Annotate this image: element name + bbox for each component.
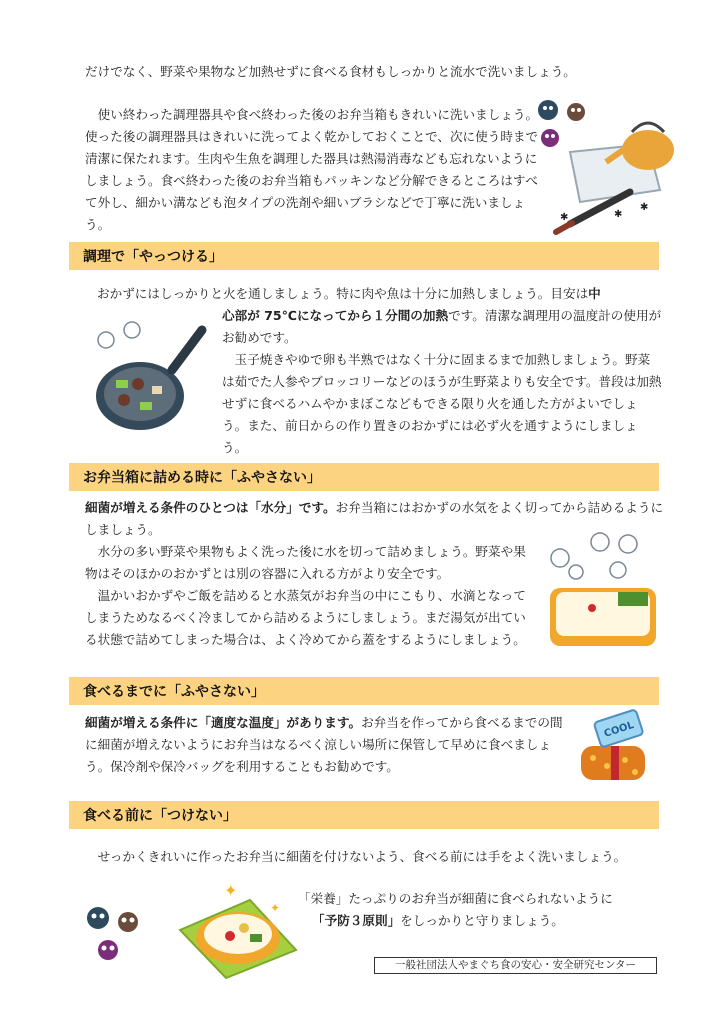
pack-paragraph-3: 温かいおかずやご飯を詰めると水蒸気がお弁当の中にこもり、水滴となってしまうためなるべく冷ましてから詰めるようにしましょう。まだ湯気が出ている状態で詰めてしまった場合は、よく冷めてから蓋をするようにしましょう。 [85, 588, 526, 647]
section-title: 食べるまでに「ふやさない」 [83, 684, 265, 700]
pack-paragraph-2: 水分の多い野菜や果物もよく洗った後に水を切って詰めましょう。野菜や果物はそのほかのおかずとは別の容器に入れる方がより安全です。 [85, 544, 526, 581]
sparkle-icon: ✦ [270, 901, 281, 915]
frying-pan-illustration [90, 318, 215, 438]
steam-icon [551, 533, 637, 579]
section-title: 食べる前に「つけない」 [83, 808, 237, 824]
closing-line-2: 「予防３原則」をしっかりと守りましょう。 [312, 913, 564, 928]
bacteria-illustration [80, 900, 155, 970]
steam-icon [98, 322, 140, 348]
cool-bento-illustration [577, 702, 652, 787]
closing-line-1: 「栄養」たっぷりのお弁当が細菌に食べられないように [298, 891, 613, 906]
cook-line-2: 心部が 75℃になってから１分間の加熱です。清潔な調理用の温度計の使用がお勧めです。 [222, 308, 662, 345]
cook-line-1: おかずにはしっかりと火を通しましょう。特に肉や魚は十分に加熱しましょう。目安は中 [97, 286, 601, 301]
pack-paragraph-1: 細菌が増える条件のひとつは「水分」です。お弁当箱にはおかずの水気をよく切ってから詰めるようにしましょう。 [85, 500, 664, 537]
cook-paragraph-2: 玉子焼きやゆで卵も半熟ではなく十分に固まるまで加熱しましょう。野菜は茹でた人参やブロッコリーなどのほうが生野菜よりも安全です。普段は加熱せずに食べるハムやかまぼこなどもできる限り火を通した方がよいでしょう。また、前日からの作り置きのおかずには必ず火を通すようにしましょう。 [222, 352, 662, 455]
organization-footer: 一般社団法人やまぐち食の安心・安全研究センター [374, 957, 657, 974]
svg-text:✱: ✱ [560, 212, 569, 223]
wash-paragraph: 使い終わった調理器具や食べ終わった後のお弁当箱もきれいに洗いましょう。使った後の調理器具はきれいに洗ってよく乾かしておくことで、次に使う時まで清潔に保たれます。生肉や生魚を調理した器具は熱湯消毒なども忘れないようにしましょう。食べ終わった後のお弁当箱もパッキンなど分解できるところはすべて外し、細かい溝なども泡タイプの洗剤や細いブラシなどで丁寧に洗いましょう。 [85, 107, 539, 232]
bacteria-icon [87, 907, 138, 960]
section-header-cook [69, 242, 659, 270]
sparkle-icon: ✦ [224, 881, 238, 900]
svg-text:✱: ✱ [640, 202, 649, 213]
kitchen-tools-illustration [530, 92, 680, 242]
section-title: 調理で「やっつける」 [83, 249, 223, 265]
section-header-pack [69, 463, 659, 491]
intro-line: だけでなく、野菜や果物など加熱せずに食べる食材もしっかりと流水で洗いましょう。 [85, 64, 576, 79]
svg-text:✱: ✱ [614, 209, 623, 220]
section-header-before-eat [69, 677, 659, 705]
steaming-bento-illustration [540, 528, 665, 658]
bacteria-icon [538, 100, 585, 147]
section-header-before-meal [69, 801, 659, 829]
handwash-paragraph: せっかくきれいに作ったお弁当に細菌を付けないよう、食べる前には手をよく洗いましょう。 [85, 849, 627, 864]
cool-pack-label: COOL [602, 719, 636, 740]
picnic-bento-illustration [170, 880, 300, 980]
section-title: お弁当箱に詰める時に「ふやさない」 [83, 470, 321, 486]
temperature-paragraph: 細菌が増える条件に「適度な温度」があります。お弁当を作ってから食べるまでの間に細菌が増えないようにお弁当はなるべく涼しい場所に保管して早めに食べましょう。保冷剤や保冷バッグを利用することもお勧めです。 [85, 715, 563, 774]
